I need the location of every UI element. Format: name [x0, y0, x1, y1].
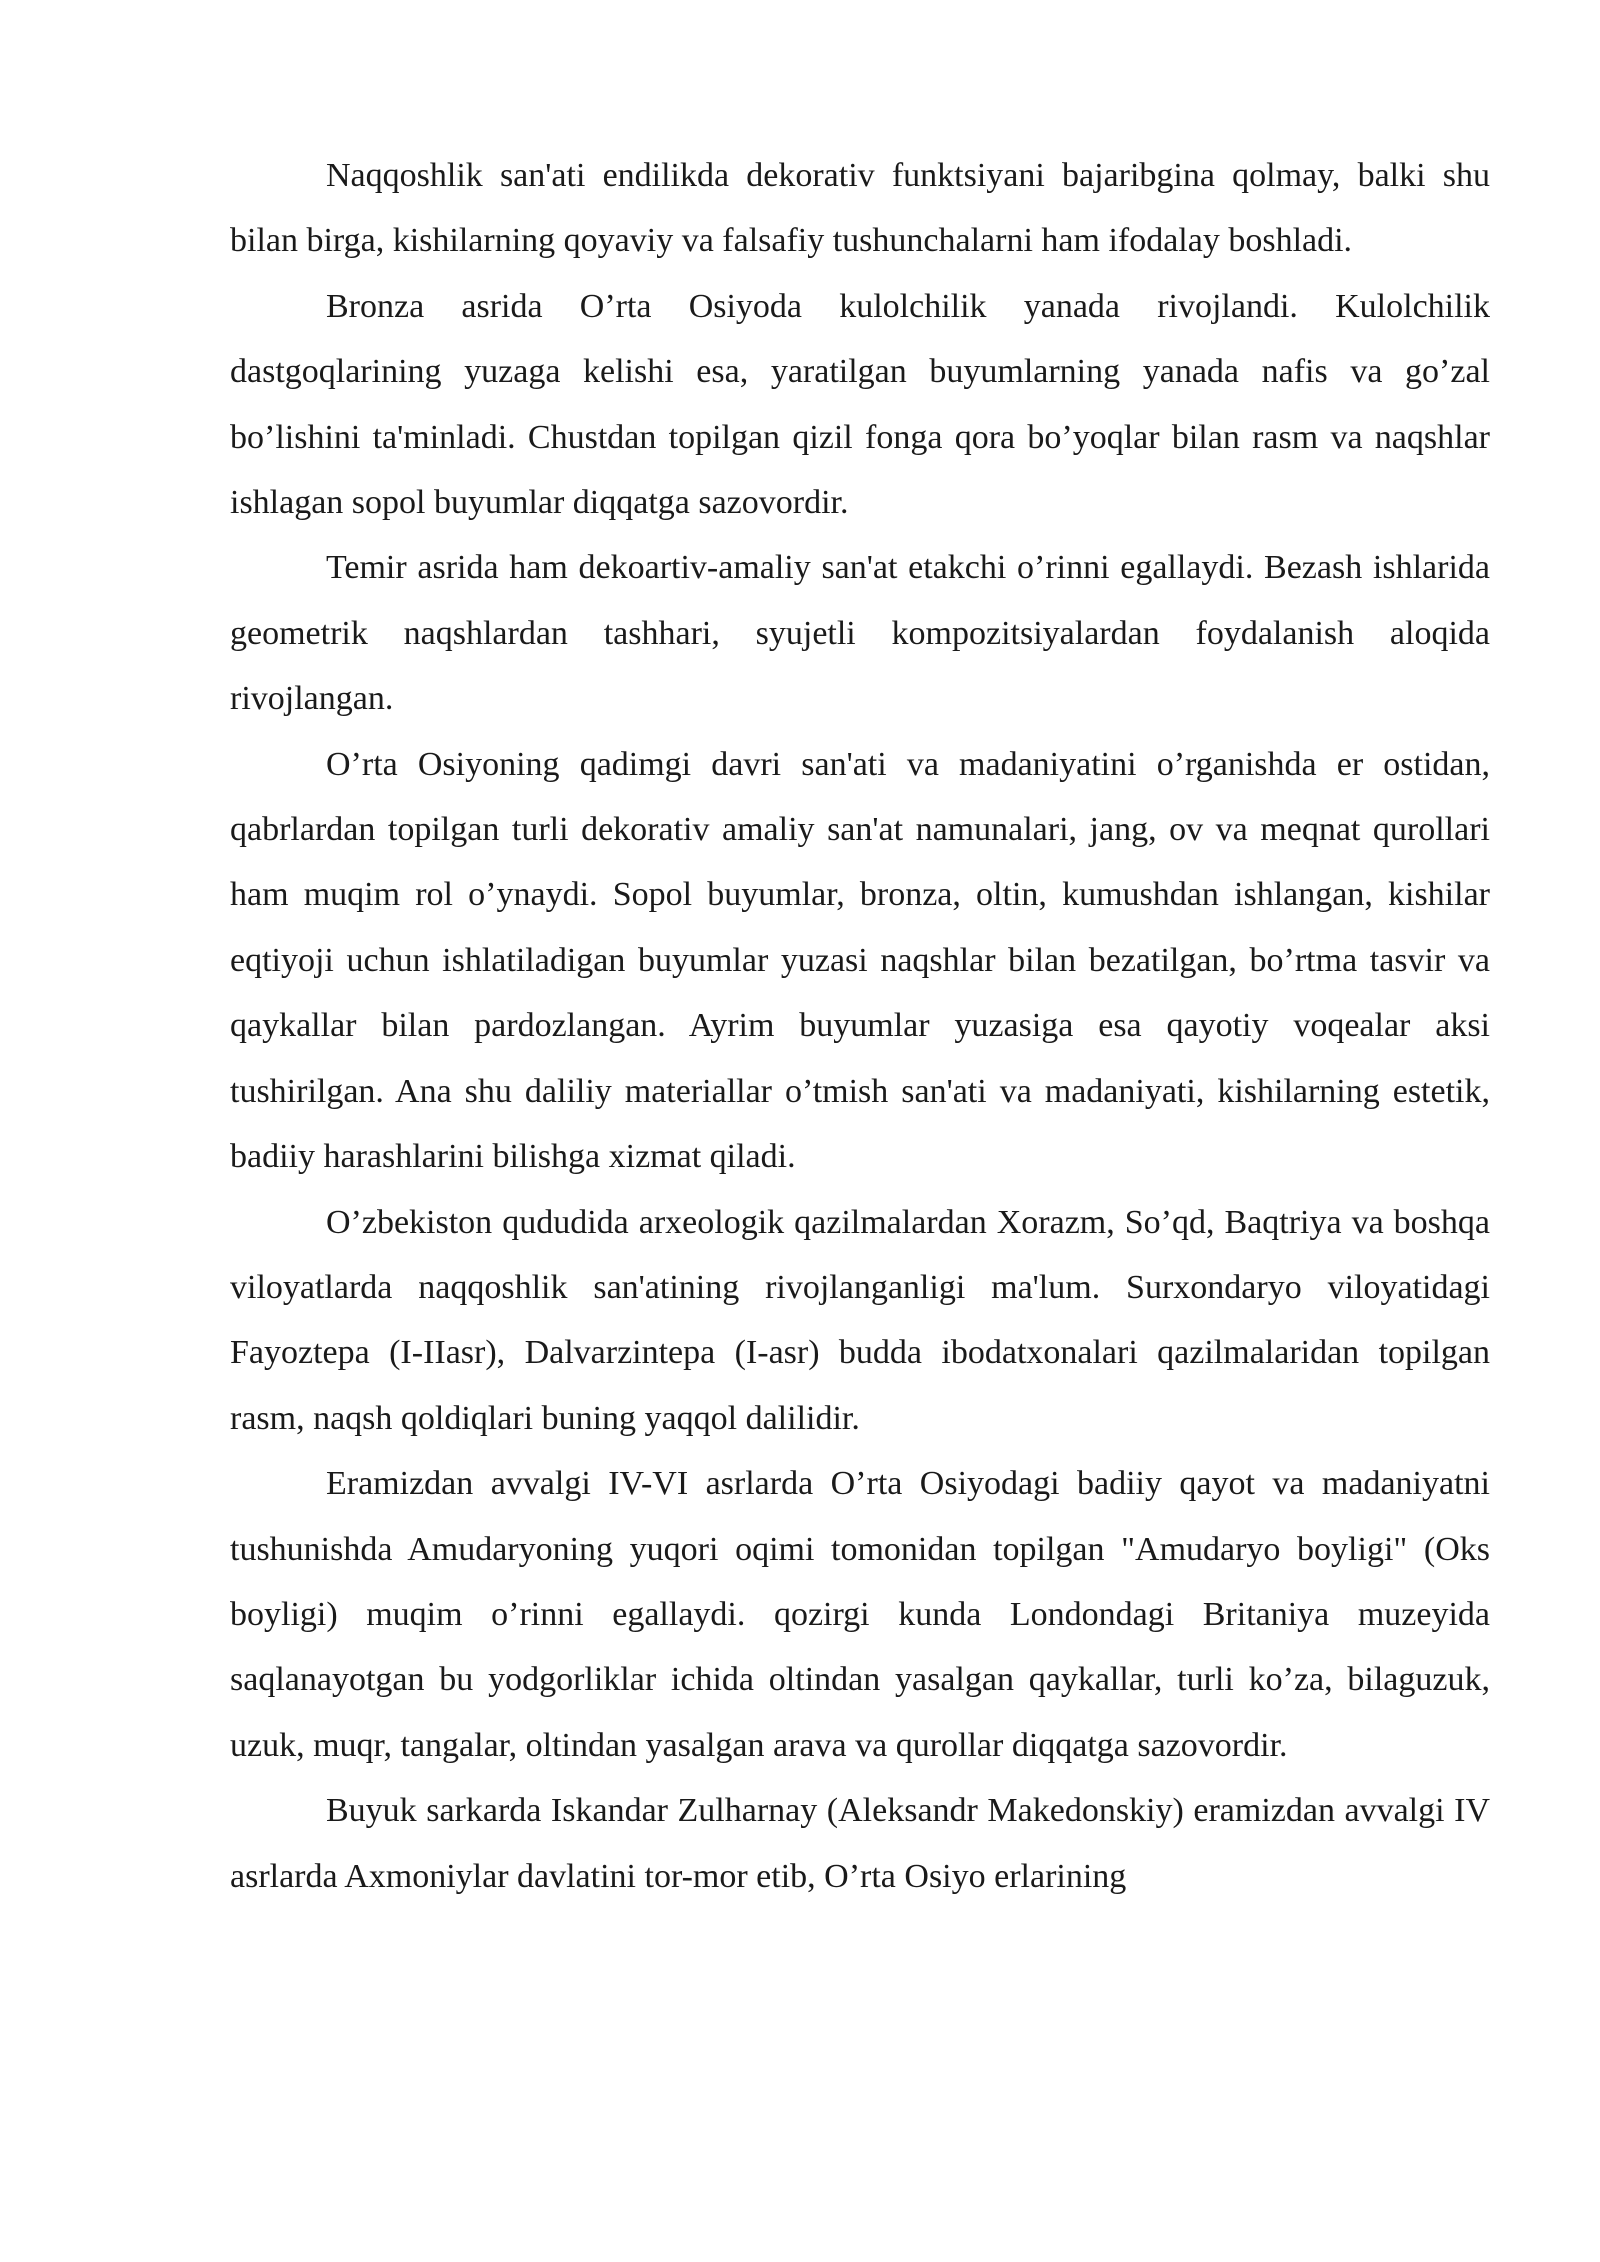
paragraph-naqqoshlik: Naqqoshlik san'ati endilikda dekorativ funktsiyani bajaribgina qolmay, balki shu bilan birga, kishilarning qoyaviy va falsafiy tushunchalarni ham ifodalay boshladi.: [230, 157, 1490, 260]
paragraph-arxeologik-qazilmalar: O’zbekiston qududida arxeologik qazilmalardan Xorazm, So’qd, Baqtriya va boshqa viloyatlarda naqqoshlik san'atining rivojlanganligi ma'lum. Surxondaryo viloyatidagi Fayoztepa (I-IIasr), Dalvarzintepa (I-asr) budda ibodatxonalari qazilmalaridan topilgan rasm, naqsh qoldiqlari buning yaqqol dalilidir.: [230, 1203, 1490, 1437]
paragraph-iskandar-zulharnay: Buyuk sarkarda Iskandar Zulharnay (Aleksandr Makedonskiy) eramizdan avvalgi IV asrlarda Axmoniylar davlatini tor-mor etib, O’rta Osiyo erlarining: [230, 1792, 1490, 1895]
paragraph-qadimgi-davr: O’rta Osiyoning qadimgi davri san'ati va madaniyatini o’rganishda er ostidan, qabrlardan topilgan turli dekorativ amaliy san'at namunalari, jang, ov va meqnat qurollari ham muqim rol o’ynaydi. Sopol buyumlar, bronza, oltin, kumushdan ishlangan, kishilar eqtiyoji uchun ishlatiladigan buyumlar yuzasi naqshlar bilan bezatilgan, bo’rtma tasvir va qaykallar bilan pardozlangan. Ayrim buyumlar yuzasiga esa qayotiy voqealar aksi tushirilgan. Ana shu daliliy materiallar o’tmish san'ati va madaniyati, kishilarning estetik, badiiy harashlarini bilishga xizmat qiladi.: [230, 745, 1490, 1176]
paragraph-amudaryo-boyligi: Eramizdan avvalgi IV-VI asrlarda O’rta Osiyodagi badiiy qayot va madaniyatni tushunishda Amudaryoning yuqori oqimi tomonidan topilgan "Amudaryo boyligi" (Oks boyligi) muqim o’rinni egallaydi. qozirgi kunda Londondagi Britaniya muzeyida saqlanayotgan bu yodgorliklar ichida oltindan yasalgan qaykallar, turli ko’za, bilaguzuk, uzuk, muqr, tangalar, oltindan yasalgan arava va qurollar diqqatga sazovordir.: [230, 1465, 1490, 1764]
paragraph-temir-asri: Temir asrida ham dekoartiv-amaliy san'at etakchi o’rinni egallaydi. Bezash ishlarida geometrik naqshlardan tashhari, syujetli kompozitsiyalardan foydalanish aloqida rivojlangan.: [230, 549, 1490, 718]
document-page: [230, 143, 1490, 1909]
paragraph-bronza-asri: Bronza asrida O’rta Osiyoda kulolchilik yanada rivojlandi. Kulolchilik dastgoqlarining yuzaga kelishi esa, yaratilgan buyumlarning yanada nafis va go’zal bo’lishini ta'minladi. Chustdan topilgan qizil fonga qora bo’yoqlar bilan rasm va naqshlar ishlagan sopol buyumlar diqqatga sazovordir.: [230, 287, 1490, 522]
